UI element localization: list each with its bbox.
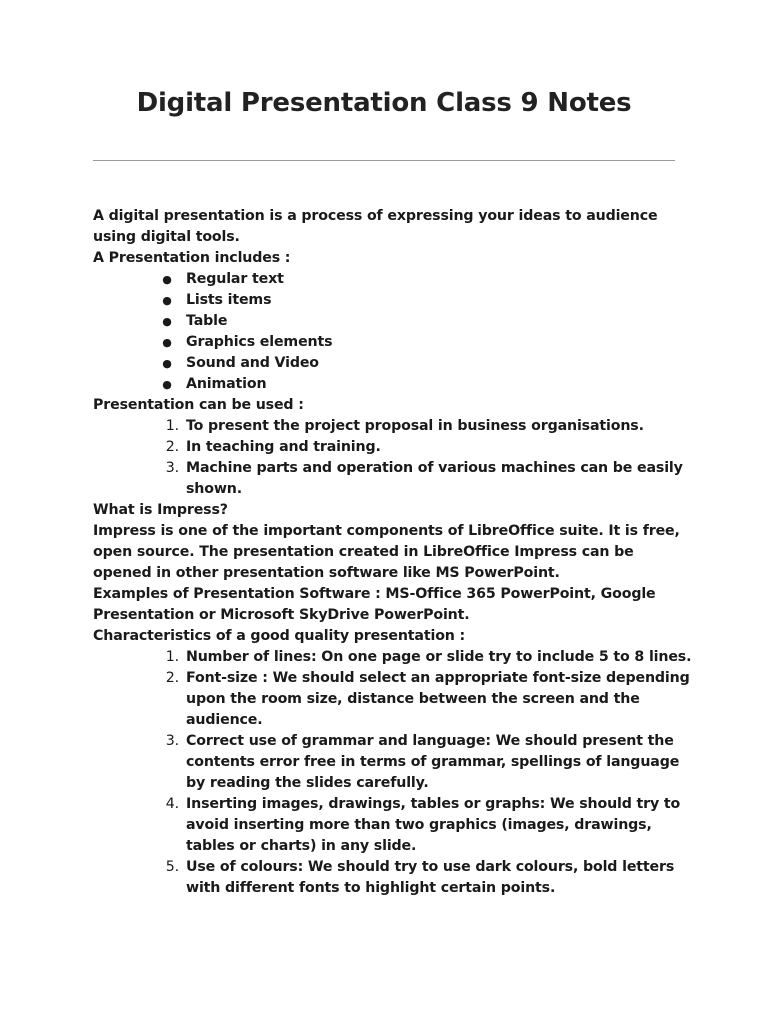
list-item: [93, 332, 693, 353]
bullet-icon: ●: [162, 294, 172, 307]
uses-heading: Presentation can be used :: [93, 397, 304, 413]
list-item: [93, 458, 693, 500]
item-number: 2.: [165, 439, 179, 455]
bullet-icon: ●: [162, 336, 172, 349]
title-divider: [93, 160, 675, 161]
item-number: 3.: [165, 460, 179, 476]
item-number: 4.: [165, 796, 179, 812]
list-item: [93, 731, 693, 794]
characteristics-heading: Characteristics of a good quality presentation :: [93, 628, 466, 644]
list-item: [93, 857, 693, 899]
bullet-icon: ●: [162, 273, 172, 286]
impress-paragraph: Impress is one of the important components of LibreOffice suite. It is free, open source. The presentation created in LibreOffice Impress can be opened in other presentation software like MS PowerPoint.: [93, 523, 680, 581]
uses-list: [93, 416, 693, 500]
list-item: [93, 437, 693, 458]
list-item-text: Inserting images, drawings, tables or graphs: We should try to avoid inserting more than two graphics (images, drawings, tables or charts) in any slide.: [186, 796, 681, 854]
list-item: [93, 353, 693, 374]
list-item-text: Font-size : We should select an appropriate font-size depending upon the room size, distance between the screen and the audience.: [186, 670, 690, 728]
list-item-text: Number of lines: On one page or slide try to include 5 to 8 lines.: [186, 649, 692, 665]
list-item: [93, 416, 693, 437]
item-number: 3.: [165, 733, 179, 749]
list-item-text: To present the project proposal in business organisations.: [186, 418, 644, 434]
list-item: [93, 374, 693, 395]
list-item-text: Use of colours: We should try to use dark colours, bold letters with different fonts to highlight certain points.: [186, 859, 675, 896]
impress-heading: What is Impress?: [93, 502, 228, 518]
item-number: 5.: [165, 859, 179, 875]
list-item: [93, 311, 693, 332]
item-number: 1.: [165, 649, 179, 665]
list-item-text: In teaching and training.: [186, 439, 381, 455]
list-item-text: Sound and Video: [186, 355, 319, 371]
bullet-icon: ●: [162, 378, 172, 391]
list-item-text: Graphics elements: [186, 334, 333, 350]
item-number: 2.: [165, 670, 179, 686]
list-item-text: Machine parts and operation of various machines can be easily shown.: [186, 460, 683, 497]
characteristics-list: [93, 647, 693, 899]
list-item-text: Table: [186, 313, 228, 329]
item-number: 1.: [165, 418, 179, 434]
list-item-text: Lists items: [186, 292, 272, 308]
page-title: Digital Presentation Class 9 Notes: [136, 88, 632, 118]
intro-paragraph: A digital presentation is a process of expressing your ideas to audience using digital tools.: [93, 208, 658, 245]
list-item-text: Correct use of grammar and language: We should present the contents error free in terms of grammar, spellings of language by reading the slides carefully.: [186, 733, 680, 791]
list-item: [93, 647, 693, 668]
includes-list: [93, 269, 693, 395]
list-item: [93, 668, 693, 731]
includes-heading: A Presentation includes :: [93, 250, 291, 266]
bullet-icon: ●: [162, 357, 172, 370]
notes-body: [93, 206, 693, 899]
list-item: [93, 269, 693, 290]
bullet-icon: ●: [162, 315, 172, 328]
list-item-text: Animation: [186, 376, 267, 392]
list-item: [93, 794, 693, 857]
list-item: [93, 290, 693, 311]
examples-paragraph: Examples of Presentation Software : MS-Office 365 PowerPoint, Google Presentation or Microsoft SkyDrive PowerPoint.: [93, 586, 656, 623]
list-item-text: Regular text: [186, 271, 284, 287]
